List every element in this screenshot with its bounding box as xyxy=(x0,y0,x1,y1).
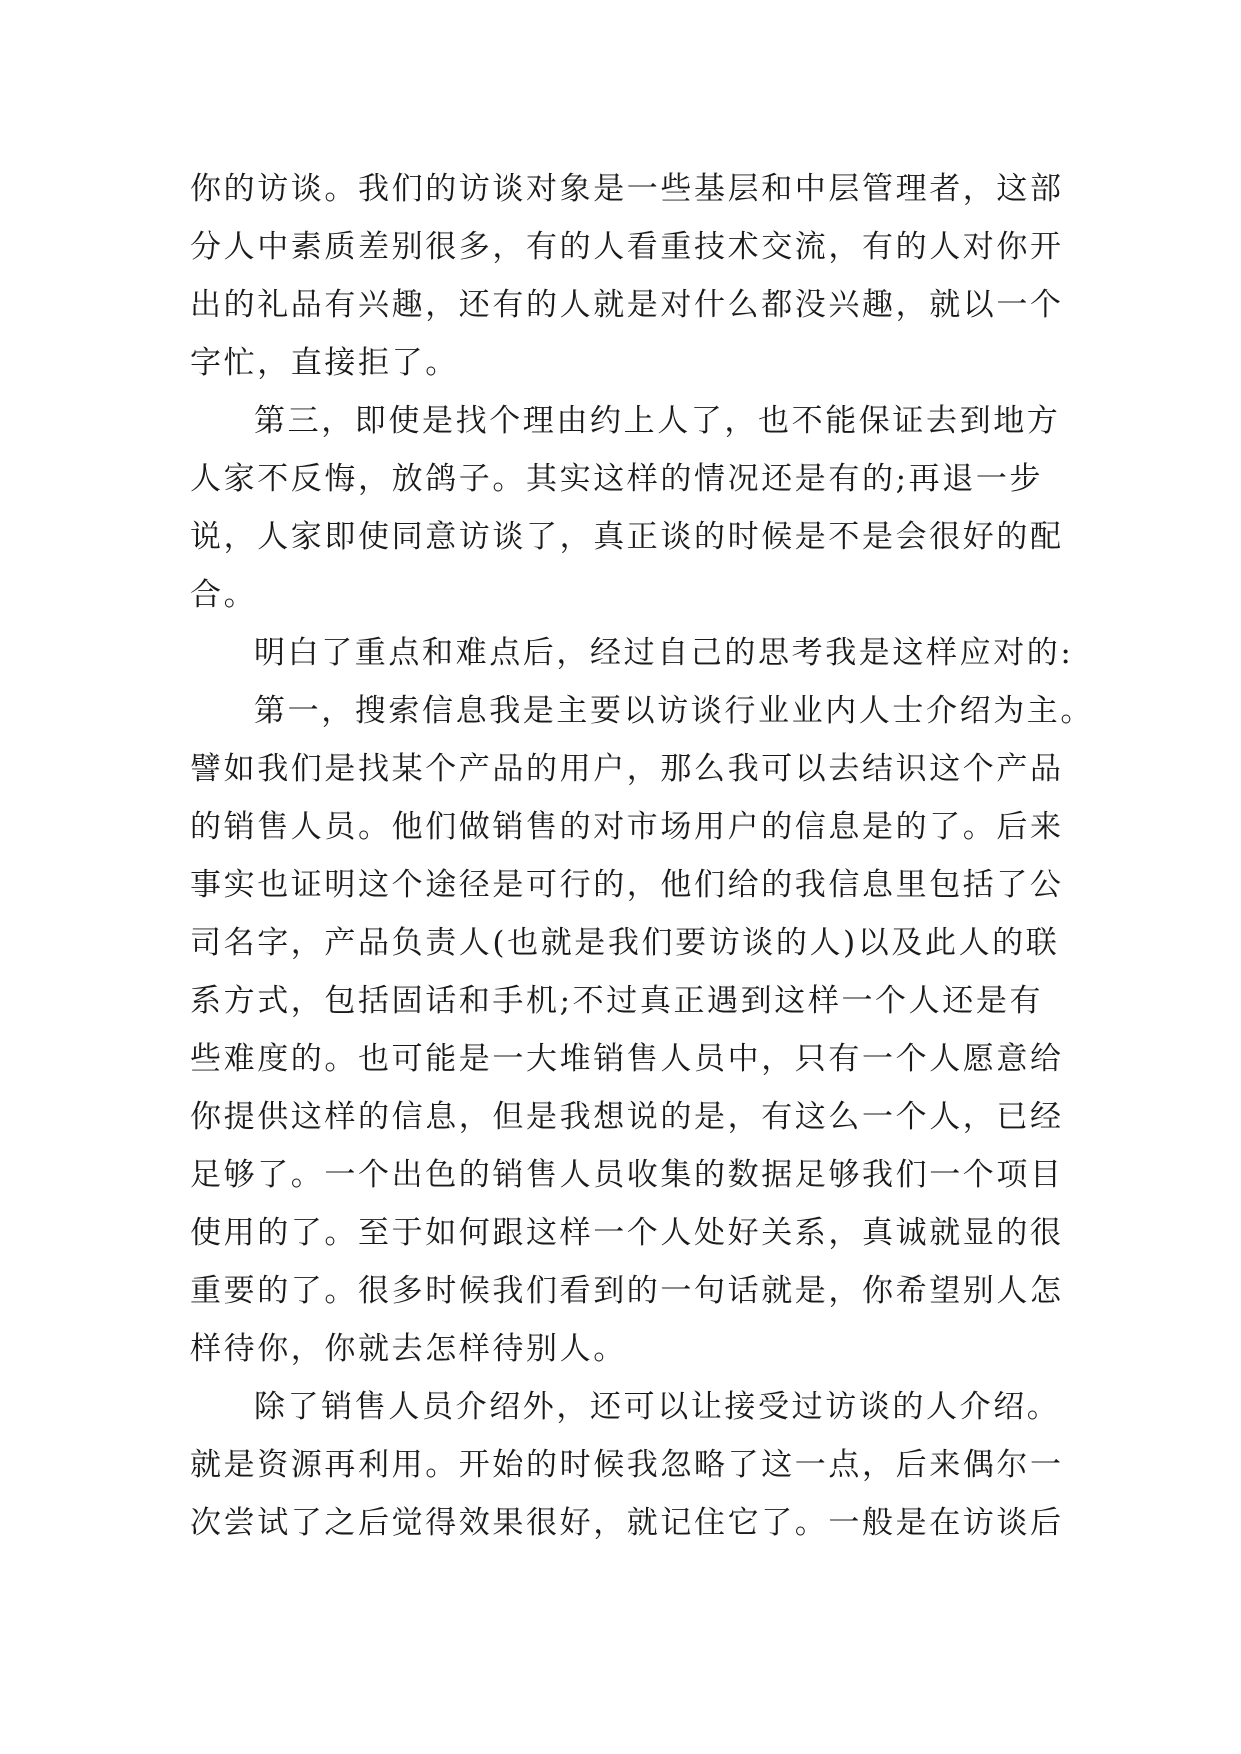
text-line: 你提供这样的信息，但是我想说的是，有这么一个人，已经 xyxy=(190,1099,1064,1135)
text-line: 字忙，直接拒了。 xyxy=(190,345,459,381)
text-line: 的销售人员。他们做销售的对市场用户的信息是的了。后来 xyxy=(190,809,1064,845)
paragraph-first-line: 除了销售人员介绍外，还可以让接受过访谈的人介绍。 xyxy=(254,1389,1061,1425)
text-line: 分人中素质差别很多，有的人看重技术交流，有的人对你开 xyxy=(190,229,1064,265)
text-line: 样待你，你就去怎样待别人。 xyxy=(190,1331,627,1367)
text-line: 譬如我们是找某个产品的用户，那么我可以去结识这个产品 xyxy=(190,751,1064,787)
text-line: 人家不反悔，放鸽子。其实这样的情况还是有的;再退一步 xyxy=(190,461,1044,497)
text-line: 合。 xyxy=(190,577,258,613)
text-line: 些难度的。也可能是一大堆销售人员中，只有一个人愿意给 xyxy=(190,1041,1064,1077)
text-line: 司名字，产品负责人(也就是我们要访谈的人)以及此人的联 xyxy=(190,925,1060,961)
text-line: 你的访谈。我们的访谈对象是一些基层和中层管理者，这部 xyxy=(190,171,1064,207)
text-line: 说，人家即使同意访谈了，真正谈的时候是不是会很好的配 xyxy=(190,519,1064,555)
text-line: 次尝试了之后觉得效果很好，就记住它了。一般是在访谈后 xyxy=(190,1505,1064,1541)
text-line: 出的礼品有兴趣，还有的人就是对什么都没兴趣，就以一个 xyxy=(190,287,1064,323)
paragraph-first-line: 明白了重点和难点后，经过自己的思考我是这样应对的: xyxy=(254,635,1074,671)
document-body xyxy=(190,160,1094,1552)
text-line: 重要的了。很多时候我们看到的一句话就是，你希望别人怎 xyxy=(190,1273,1064,1309)
text-line: 足够了。一个出色的销售人员收集的数据足够我们一个项目 xyxy=(190,1157,1064,1193)
text-line: 系方式，包括固话和手机;不过真正遇到这样一个人还是有 xyxy=(190,983,1044,1019)
text-line: 事实也证明这个途径是可行的，他们给的我信息里包括了公 xyxy=(190,867,1064,903)
text-line: 就是资源再利用。开始的时候我忽略了这一点，后来偶尔一 xyxy=(190,1447,1064,1483)
paragraph-first-line: 第一，搜索信息我是主要以访谈行业业内人士介绍为主。 xyxy=(254,693,1094,729)
paragraph-first-line: 第三，即使是找个理由约上人了，也不能保证去到地方 xyxy=(254,403,1061,439)
text-line: 使用的了。至于如何跟这样一个人处好关系，真诚就显的很 xyxy=(190,1215,1064,1251)
